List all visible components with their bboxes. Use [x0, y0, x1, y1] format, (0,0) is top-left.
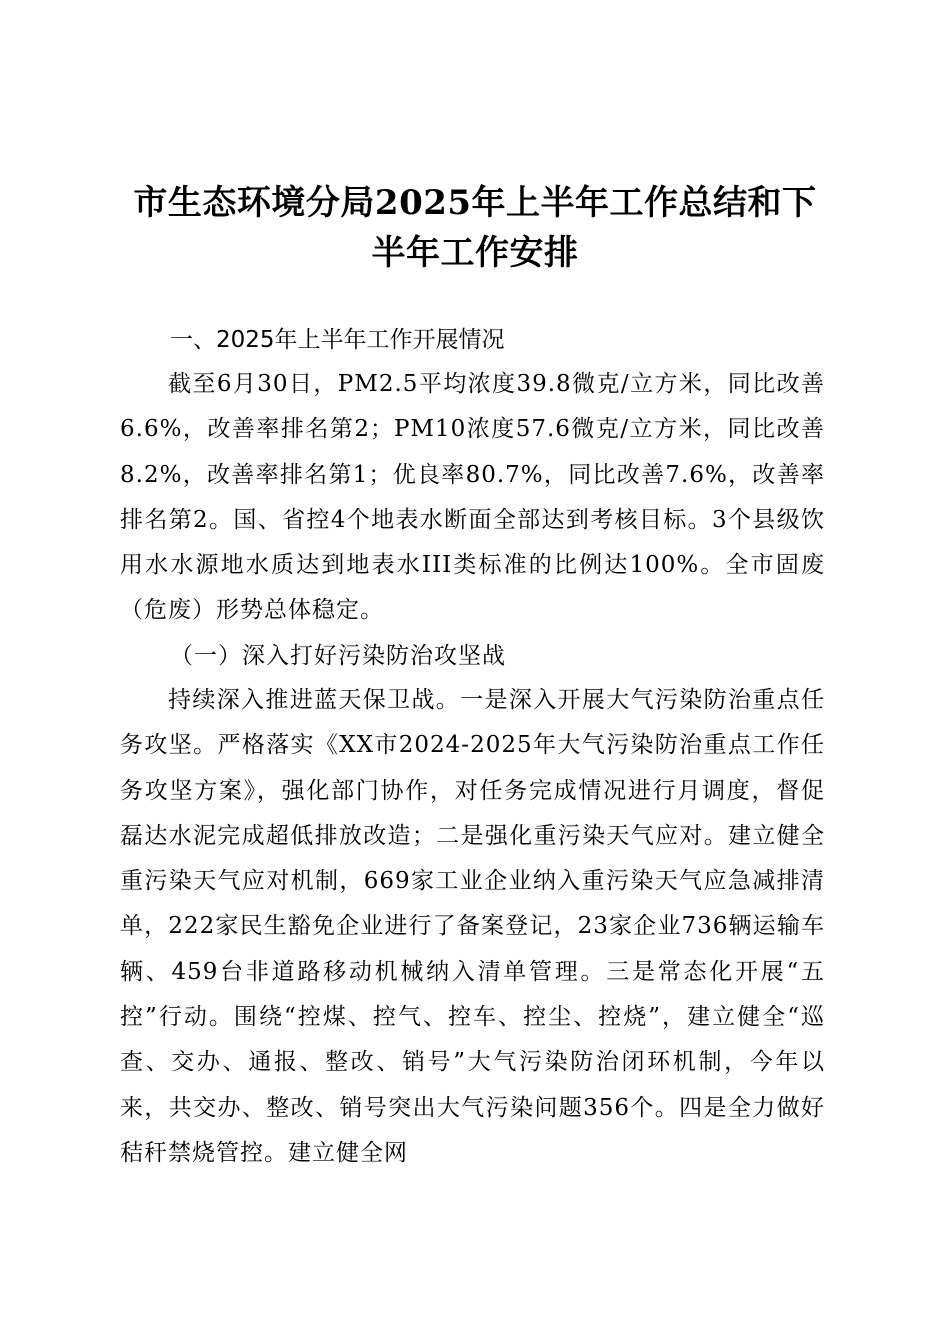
paragraph-air-water-summary: 截至6月30日，PM2.5平均浓度39.8微克/立方米，同比改善6.6%，改善率排名第2；PM10浓度57.6微克/立方米，同比改善8.2%，改善率排名第1；优良率80.7%，同比改善7.6%，改善率排名第2。国、省控4个地表水断面全部达到考核目标。3个县级饮用水水源地水质达到地表水III类标准的比例达100%。全市固废（危废）形势总体稳定。: [120, 371, 825, 624]
section-heading-1: 一、2025年上半年工作开展情况: [170, 327, 505, 353]
subsection-heading-1: （一）深入打好污染防治攻坚战: [170, 643, 506, 669]
paragraph-blue-sky-campaign: 持续深入推进蓝天保卫战。一是深入开展大气污染防治重点任务攻坚。严格落实《XX市2024-2025年大气污染防治重点工作任务攻坚方案》，强化部门协作，对任务完成情况进行月调度，督促磊达水泥完成超低排放改造；二是强化重污染天气应对。建立健全重污染天气应对机制，669家工业企业纳入重污染天气应急减排清单，222家民生豁免企业进行了备案登记，23家企业736辆运输车辆、459台非道路移动机械纳入清单管理。三是常态化开展“五控”行动。围绕“控煤、控气、控车、控尘、控烧”，建立健全“巡查、交办、通报、整改、销号”大气污染防治闭环机制，今年以来，共交办、整改、销号突出大气污染问题356个。四是全力做好秸秆禁烧管控。建立健全网: [120, 687, 825, 1166]
document-title: 市生态环境分局2025年上半年工作总结和下半年工作安排: [133, 183, 817, 273]
